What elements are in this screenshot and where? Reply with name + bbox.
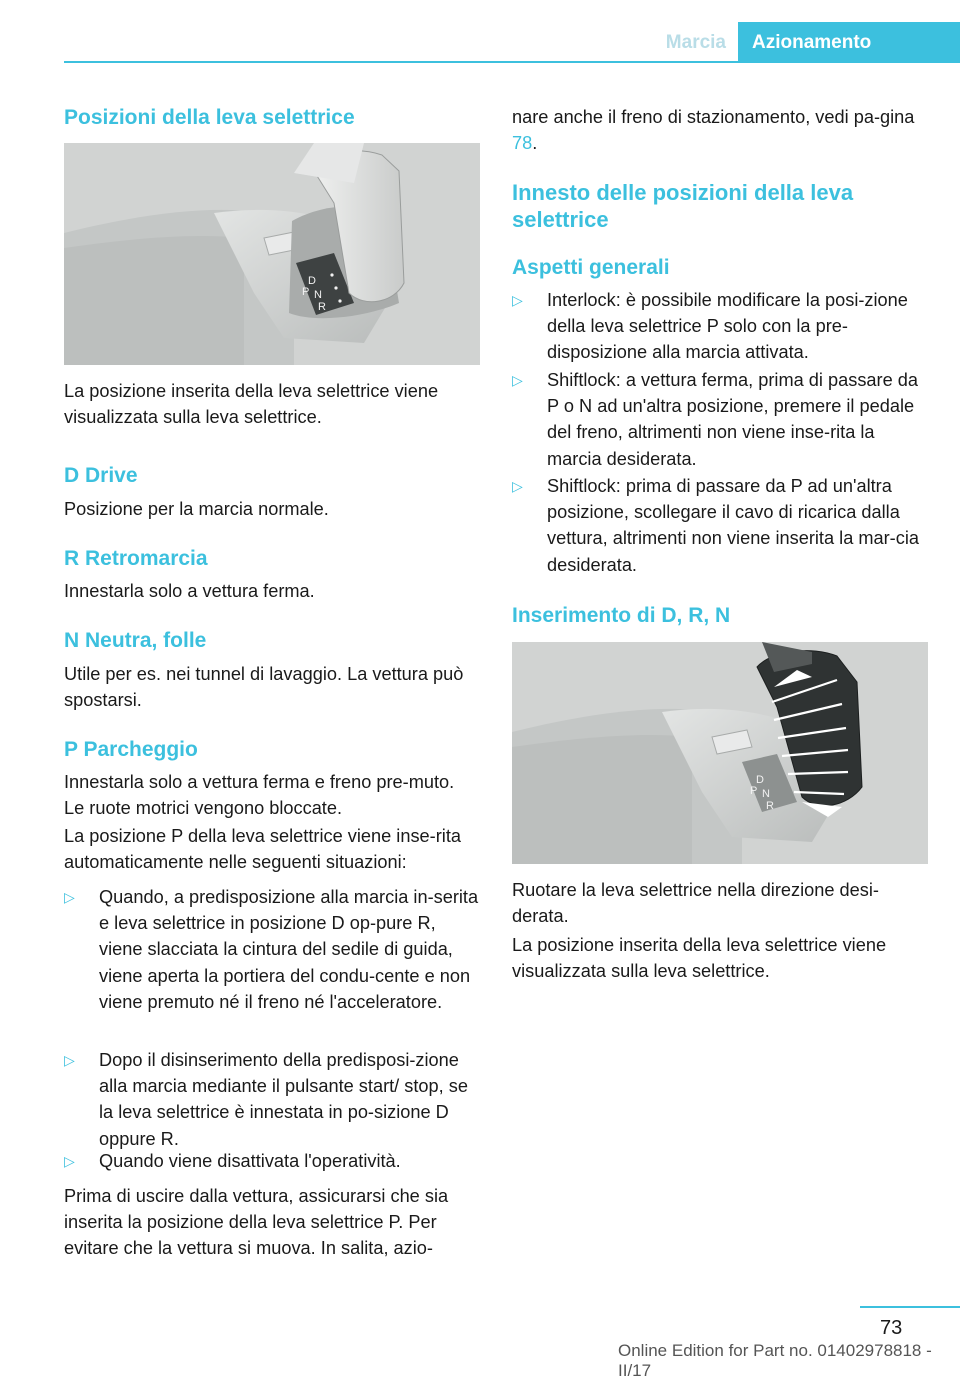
svg-text:P: P	[750, 785, 758, 797]
triangle-right-icon: ▷	[64, 1153, 75, 1169]
figure-caption-display: La posizione inserita della leva selettrice viene visualizzata sulla leva selettrice.	[512, 935, 887, 982]
list-item: ▷ Shiftlock: prima di passare da P ad un'altra posizione, scollegare il cavo di ricarica dalla vettura, altrimenti non viene inserita la mar-cia desiderata.	[512, 473, 928, 577]
selector-rotation-illustration	[512, 642, 928, 864]
header-rule	[64, 61, 960, 63]
triangle-right-icon: ▷	[512, 478, 523, 494]
list-item: ▷ Quando, a predisposizione alla marcia in-serita e leva selettrice in posizione D op-pure R, viene slacciata la cintura del sedile di guida, viene aperta la portiera del condu-cente e non viene premuto né il freno né l'acceleratore.	[64, 884, 480, 1039]
svg-text:D: D	[756, 774, 764, 786]
edition-note: Online Edition for Part no. 01402978818 - II/17	[618, 1341, 932, 1380]
paragraph-closing: Prima di uscire dalla vettura, assicurarsi che sia inserita la posizione della leva selettrice P. Per evitare che la vettura si muova. In salita, azio-	[64, 1186, 449, 1259]
selector-rotation-figure	[512, 642, 928, 864]
svg-text:N: N	[314, 289, 322, 301]
footer-rule	[860, 1306, 960, 1308]
figure-caption-rotate: Ruotare la leva selettrice nella direzione desi-derata.	[512, 880, 879, 927]
triangle-right-icon: ▷	[512, 372, 523, 388]
svg-text:R: R	[766, 800, 774, 812]
triangle-right-icon: ▷	[64, 889, 75, 905]
paragraph-drive: Posizione per la marcia normale.	[64, 499, 329, 519]
paragraph-reverse: Innestarla solo a vettura ferma.	[64, 581, 315, 601]
paragraph-park-1: Innestarla solo a vettura ferma e freno pre-muto. Le ruote motrici vengono bloccate.	[64, 772, 455, 819]
list-item: ▷ Shiftlock: a vettura ferma, prima di passare da P o N ad un'altra posizione, premere il pedale del freno, altrimenti non viene inse-rita la marcia desiderata.	[512, 367, 928, 471]
subheading-drive: D Drive	[64, 464, 138, 487]
triangle-right-icon: ▷	[64, 1052, 75, 1068]
section-title: Posizioni della leva selettrice	[64, 106, 355, 129]
subheading-general: Aspetti generali	[512, 256, 670, 279]
svg-text:P: P	[302, 286, 310, 298]
figure-caption: La posizione inserita della leva selettrice viene visualizzata sulla leva selettrice.	[64, 381, 439, 428]
list-item: ▷ Quando viene disattivata l'operatività.	[64, 1148, 480, 1176]
header-section: Marcia	[665, 32, 726, 53]
paragraph-continued: nare anche il freno di stazionamento, vedi pa-gina 78.	[512, 107, 915, 154]
triangle-right-icon: ▷	[512, 292, 523, 308]
subheading-park: P Parcheggio	[64, 738, 198, 761]
svg-text:D: D	[308, 275, 316, 287]
paragraph-neutral: Utile per es. nei tunnel di lavaggio. La vettura può spostarsi.	[64, 664, 464, 711]
section-title-shift: Innesto delle posizioni della leva selettrice	[512, 180, 854, 232]
subheading-engage: Inserimento di D, R, N	[512, 604, 731, 627]
svg-text:R: R	[318, 301, 326, 313]
svg-text:N: N	[762, 788, 770, 800]
header-chapter: Azionamento	[738, 22, 960, 61]
list-item: ▷ Dopo il disinserimento della predisposi-zione alla marcia mediante il pulsante start/ stop, se la leva selettrice è innestata in po-sizione D oppure R.	[64, 1047, 480, 1151]
subheading-reverse: R Retromarcia	[64, 547, 208, 570]
selector-lever-figure	[64, 143, 480, 365]
list-item: ▷ Interlock: è possibile modificare la posi-zione della leva selettrice P solo con la pre-disposizione alla marcia attivata.	[512, 287, 928, 365]
paragraph-park-2: La posizione P della leva selettrice viene inse-rita automaticamente nelle seguenti situazioni:	[64, 826, 461, 873]
page-link[interactable]: 78	[512, 133, 533, 154]
subheading-neutral: N Neutra, folle	[64, 629, 207, 652]
selector-lever-illustration	[64, 143, 480, 365]
page-number: 73	[880, 1317, 903, 1339]
